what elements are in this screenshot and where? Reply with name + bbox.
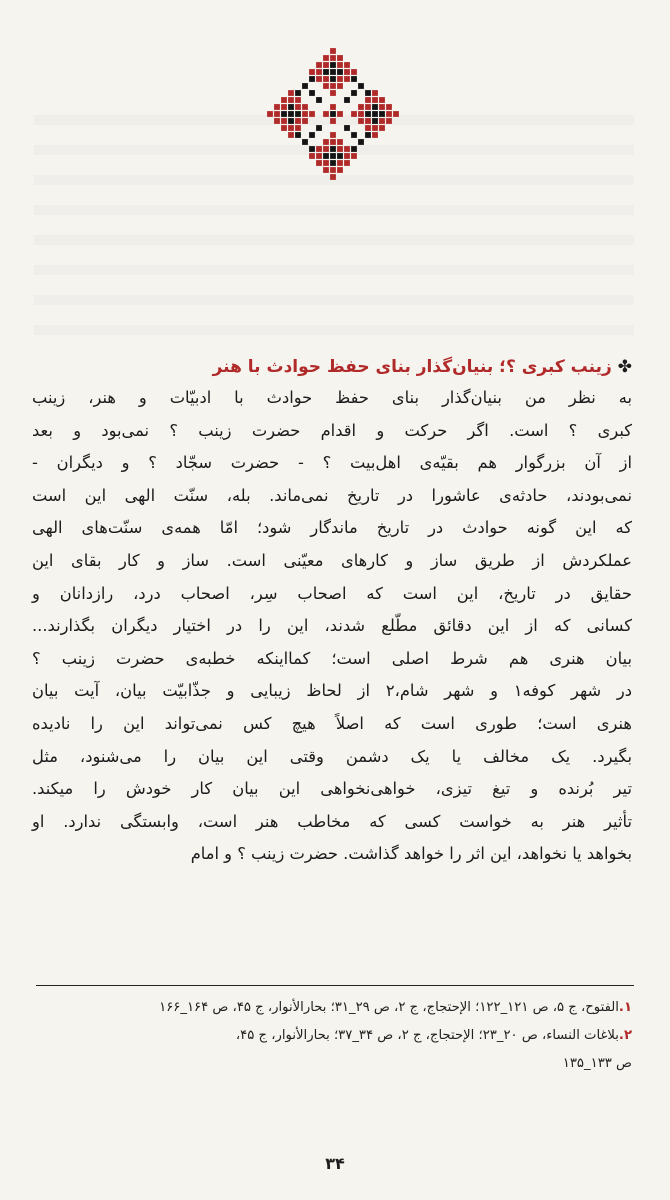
body-line: هنری است؛ طوری است که اصلاً هیچ کس نمی‌تواند این را نادیده bbox=[32, 713, 632, 733]
body-text bbox=[32, 382, 632, 871]
body-line: بخواهد یا نخواهد، این اثر را خواهد گذاشت. حضرت زینب ؟ و امام bbox=[190, 844, 632, 864]
body-line: کبری ؟ است. اگر حرکت و اقدام حضرت زینب ؟ نمی‌بود و بعد bbox=[32, 420, 632, 440]
footnote-2 bbox=[32, 1022, 632, 1050]
cross-stitch-ornament bbox=[243, 34, 423, 194]
body-line: تأثیر هنر به خواست کسی که مخاطب هنر است، وابستگی ندارد. او bbox=[32, 811, 632, 831]
footnote-number: ۲. bbox=[618, 1028, 632, 1043]
footnotes bbox=[32, 994, 632, 1078]
footnote-divider bbox=[36, 985, 634, 986]
body-line: در شهر کوفه۱ و شهر شام،۲ از لحاظ زیبایی و جذّابیّت بیان، آیت بیان bbox=[32, 681, 632, 701]
body-line: حقایق در تاریخ، این است که اصحاب سِر، اصحاب درد، رازدانان و bbox=[32, 583, 632, 603]
body-line: عملکردش از طریق ساز و کارهای معیّنی است. ساز و کار بقای این bbox=[32, 550, 632, 570]
body-line: بگیرد. یک مخالف یا یک دشمن وقتی این بیان را می‌شنود، مثل bbox=[32, 746, 632, 766]
footnote-1 bbox=[32, 994, 632, 1022]
body-line: نمی‌بودند، حادثه‌ی عاشورا در تاریخ نمی‌ماند. بله، سنّت الهی این است bbox=[32, 485, 632, 505]
footnote-2-continued bbox=[32, 1050, 632, 1078]
section-heading-text: زینب کبری ؟؛ بنیان‌گذار بنای حفظ حوادث با هنر bbox=[212, 357, 612, 377]
footnote-text: بلاغات النساء، ص ۲۰_۲۳؛ الإحتجاج، ج ۲، ص ۳۴_۳۷؛ بحارالأنوار، ج ۴۵، bbox=[235, 1028, 619, 1043]
footnote-text: الفتوح، ج ۵، ص ۱۲۱_۱۲۲؛ الإحتجاج، ج ۲، ص ۲۹_۳۱؛ بحارالأنوار، ج ۴۵، ص ۱۶۴_۱۶۶ bbox=[159, 1000, 619, 1015]
body-line: از آن بزرگوار هم بقیّه‌ی اهل‌بیت ؟ - حضرت سجّاد ؟ و دیگران - bbox=[32, 453, 632, 473]
body-line: کسانی که از این دقائق مطّلع شدند، این را در اختیار دیگران بگذارند... bbox=[32, 616, 632, 636]
body-line: تیر بُرنده و تیغ تیزی، خواهی‌نخواهی این بیان کار خودش را میکند. bbox=[32, 779, 632, 799]
body-line: بیان هنری هم شرط اصلی است؛ کمااینکه خطبه‌ی حضرت زینب ؟ bbox=[32, 648, 632, 668]
body-line: به نظر من بنیان‌گذار بنای حفظ حوادث با ادبیّات و هنر، زینب bbox=[32, 388, 632, 407]
flower-bullet-icon: ✤ bbox=[617, 357, 632, 377]
footnote-number: ۱. bbox=[618, 1000, 632, 1015]
page-number: ۳۴ bbox=[325, 1154, 345, 1173]
footnote-text: ص ۱۳۳_۱۳۵ bbox=[562, 1056, 632, 1071]
body-line: که این گونه حوادث در تاریخ ماندگار شود؛ امّا همه‌ی سنّت‌های الهی bbox=[32, 518, 632, 538]
section-heading bbox=[32, 355, 632, 379]
